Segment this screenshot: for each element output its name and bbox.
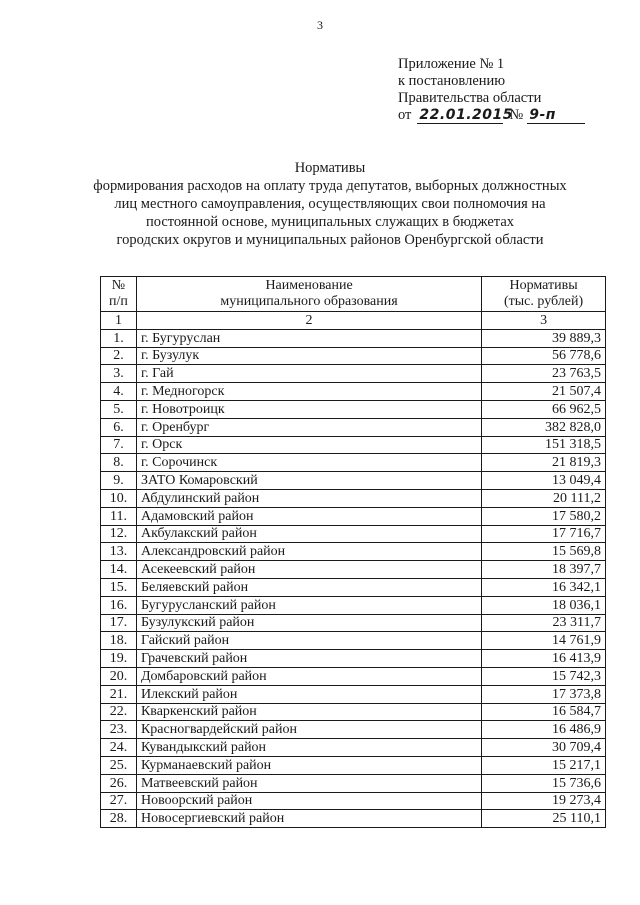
header-norm: Нормативы (тыс. рублей): [482, 277, 606, 312]
row-name: Александровский район: [136, 543, 481, 561]
row-index: 3.: [101, 365, 137, 383]
row-name: Илекский район: [136, 685, 481, 703]
row-index: 17.: [101, 614, 137, 632]
row-name: Абдулинский район: [136, 489, 481, 507]
row-index: 15.: [101, 578, 137, 596]
table-row: [101, 489, 606, 507]
row-value: 151 318,5: [482, 436, 606, 454]
row-value: 15 742,3: [482, 667, 606, 685]
appendix-line-3: Правительства области: [398, 90, 542, 106]
row-value: 17 373,8: [482, 685, 606, 703]
row-index: 19.: [101, 650, 137, 668]
row-index: 28.: [101, 810, 137, 828]
table-row: [101, 721, 606, 739]
row-value: 39 889,3: [482, 329, 606, 347]
title-line-5: городских округов и муниципальных районов Оренбургской области: [116, 232, 544, 248]
row-index: 6.: [101, 418, 137, 436]
row-name: Новоорский район: [136, 792, 481, 810]
row-name: Курманаевский район: [136, 756, 481, 774]
row-index: 8.: [101, 454, 137, 472]
row-index: 27.: [101, 792, 137, 810]
row-value: 17 716,7: [482, 525, 606, 543]
table-row: [101, 543, 606, 561]
row-name: Бугурусланский район: [136, 596, 481, 614]
table-row: [101, 365, 606, 383]
row-index: 18.: [101, 632, 137, 650]
row-value: 16 486,9: [482, 721, 606, 739]
appendix-line-1: Приложение № 1: [398, 56, 505, 72]
table-row: [101, 774, 606, 792]
row-index: 2.: [101, 347, 137, 365]
row-name: Новосергиевский район: [136, 810, 481, 828]
row-name: г. Гай: [136, 365, 481, 383]
row-value: 66 962,5: [482, 400, 606, 418]
row-index: 13.: [101, 543, 137, 561]
table-row: [101, 596, 606, 614]
table-row: [101, 383, 606, 401]
row-value: 18 036,1: [482, 596, 606, 614]
row-value: 382 828,0: [482, 418, 606, 436]
row-value: 16 342,1: [482, 578, 606, 596]
row-value: 16 584,7: [482, 703, 606, 721]
appendix-block: [398, 56, 585, 124]
row-name: Домбаровский район: [136, 667, 481, 685]
table-row: [101, 578, 606, 596]
row-name: Асекеевский район: [136, 561, 481, 579]
table-row: [101, 810, 606, 828]
row-name: Кувандыкский район: [136, 739, 481, 757]
row-index: 22.: [101, 703, 137, 721]
page-number: 3: [317, 18, 323, 32]
row-name: Матвеевский район: [136, 774, 481, 792]
table-row: [101, 561, 606, 579]
table-header-row: [101, 277, 606, 312]
table-row: [101, 454, 606, 472]
row-name: г. Новотроицк: [136, 400, 481, 418]
table-row: [101, 472, 606, 490]
row-name: г. Медногорск: [136, 383, 481, 401]
row-index: 23.: [101, 721, 137, 739]
row-index: 26.: [101, 774, 137, 792]
row-index: 5.: [101, 400, 137, 418]
table-row: [101, 667, 606, 685]
row-index: 1.: [101, 329, 137, 347]
row-index: 24.: [101, 739, 137, 757]
table-row: [101, 347, 606, 365]
row-name: Грачевский район: [136, 650, 481, 668]
row-name: Бузулукский район: [136, 614, 481, 632]
row-index: 11.: [101, 507, 137, 525]
table-row: [101, 792, 606, 810]
row-name: г. Оренбург: [136, 418, 481, 436]
table-row: [101, 685, 606, 703]
table-row: [101, 632, 606, 650]
row-index: 12.: [101, 525, 137, 543]
decree-reference: [398, 107, 585, 124]
row-name: г. Бугуруслан: [136, 329, 481, 347]
row-name: Акбулакский район: [136, 525, 481, 543]
column-number-3: 3: [482, 312, 606, 330]
table-row: [101, 650, 606, 668]
row-value: 30 709,4: [482, 739, 606, 757]
row-value: 17 580,2: [482, 507, 606, 525]
row-index: 10.: [101, 489, 137, 507]
row-value: 15 569,8: [482, 543, 606, 561]
table-row: [101, 703, 606, 721]
row-value: 25 110,1: [482, 810, 606, 828]
title-line-3: лиц местного самоуправления, осуществляющих свои полномочия на: [114, 196, 546, 212]
row-name: г. Сорочинск: [136, 454, 481, 472]
row-name: г. Бузулук: [136, 347, 481, 365]
title-line-2: формирования расходов на оплату труда депутатов, выборных должностных: [93, 178, 567, 194]
row-value: 19 273,4: [482, 792, 606, 810]
row-value: 23 763,5: [482, 365, 606, 383]
from-label: от: [398, 107, 412, 123]
row-value: 15 217,1: [482, 756, 606, 774]
document-title: [60, 159, 600, 249]
row-name: Гайский район: [136, 632, 481, 650]
table-row: [101, 329, 606, 347]
column-number-row: [101, 312, 606, 330]
column-number-2: 2: [136, 312, 481, 330]
row-value: 23 311,7: [482, 614, 606, 632]
row-index: 9.: [101, 472, 137, 490]
table-row: [101, 418, 606, 436]
row-value: 21 819,3: [482, 454, 606, 472]
row-value: 13 049,4: [482, 472, 606, 490]
row-index: 25.: [101, 756, 137, 774]
table-row: [101, 400, 606, 418]
decree-number: 9-п: [527, 108, 585, 124]
row-name: Кваркенский район: [136, 703, 481, 721]
decree-date: 22.01.2015: [419, 107, 513, 123]
header-name: Наименование муниципального образования: [136, 277, 481, 312]
row-value: 21 507,4: [482, 383, 606, 401]
row-name: Красногвардейский район: [136, 721, 481, 739]
row-value: 18 397,7: [482, 561, 606, 579]
table-row: [101, 756, 606, 774]
row-name: г. Орск: [136, 436, 481, 454]
table-row: [101, 507, 606, 525]
row-index: 14.: [101, 561, 137, 579]
header-index: № п/п: [101, 277, 137, 312]
title-line-4: постоянной основе, муниципальных служащих в бюджетах: [145, 214, 515, 230]
table-row: [101, 525, 606, 543]
number-label: №: [509, 107, 524, 123]
row-value: 15 736,6: [482, 774, 606, 792]
norms-table: [100, 276, 606, 828]
row-index: 4.: [101, 383, 137, 401]
table-row: [101, 614, 606, 632]
row-value: 20 111,2: [482, 489, 606, 507]
row-name: Адамовский район: [136, 507, 481, 525]
table-row: [101, 739, 606, 757]
row-index: 16.: [101, 596, 137, 614]
title-line-1: Нормативы: [294, 160, 366, 176]
table-body: [101, 329, 606, 827]
table-row: [101, 436, 606, 454]
row-value: 56 778,6: [482, 347, 606, 365]
row-index: 20.: [101, 667, 137, 685]
row-value: 14 761,9: [482, 632, 606, 650]
row-name: ЗАТО Комаровский: [136, 472, 481, 490]
appendix-line-2: к постановлению: [398, 73, 506, 89]
row-index: 21.: [101, 685, 137, 703]
row-index: 7.: [101, 436, 137, 454]
row-value: 16 413,9: [482, 650, 606, 668]
row-name: Беляевский район: [136, 578, 481, 596]
column-number-1: 1: [101, 312, 137, 330]
